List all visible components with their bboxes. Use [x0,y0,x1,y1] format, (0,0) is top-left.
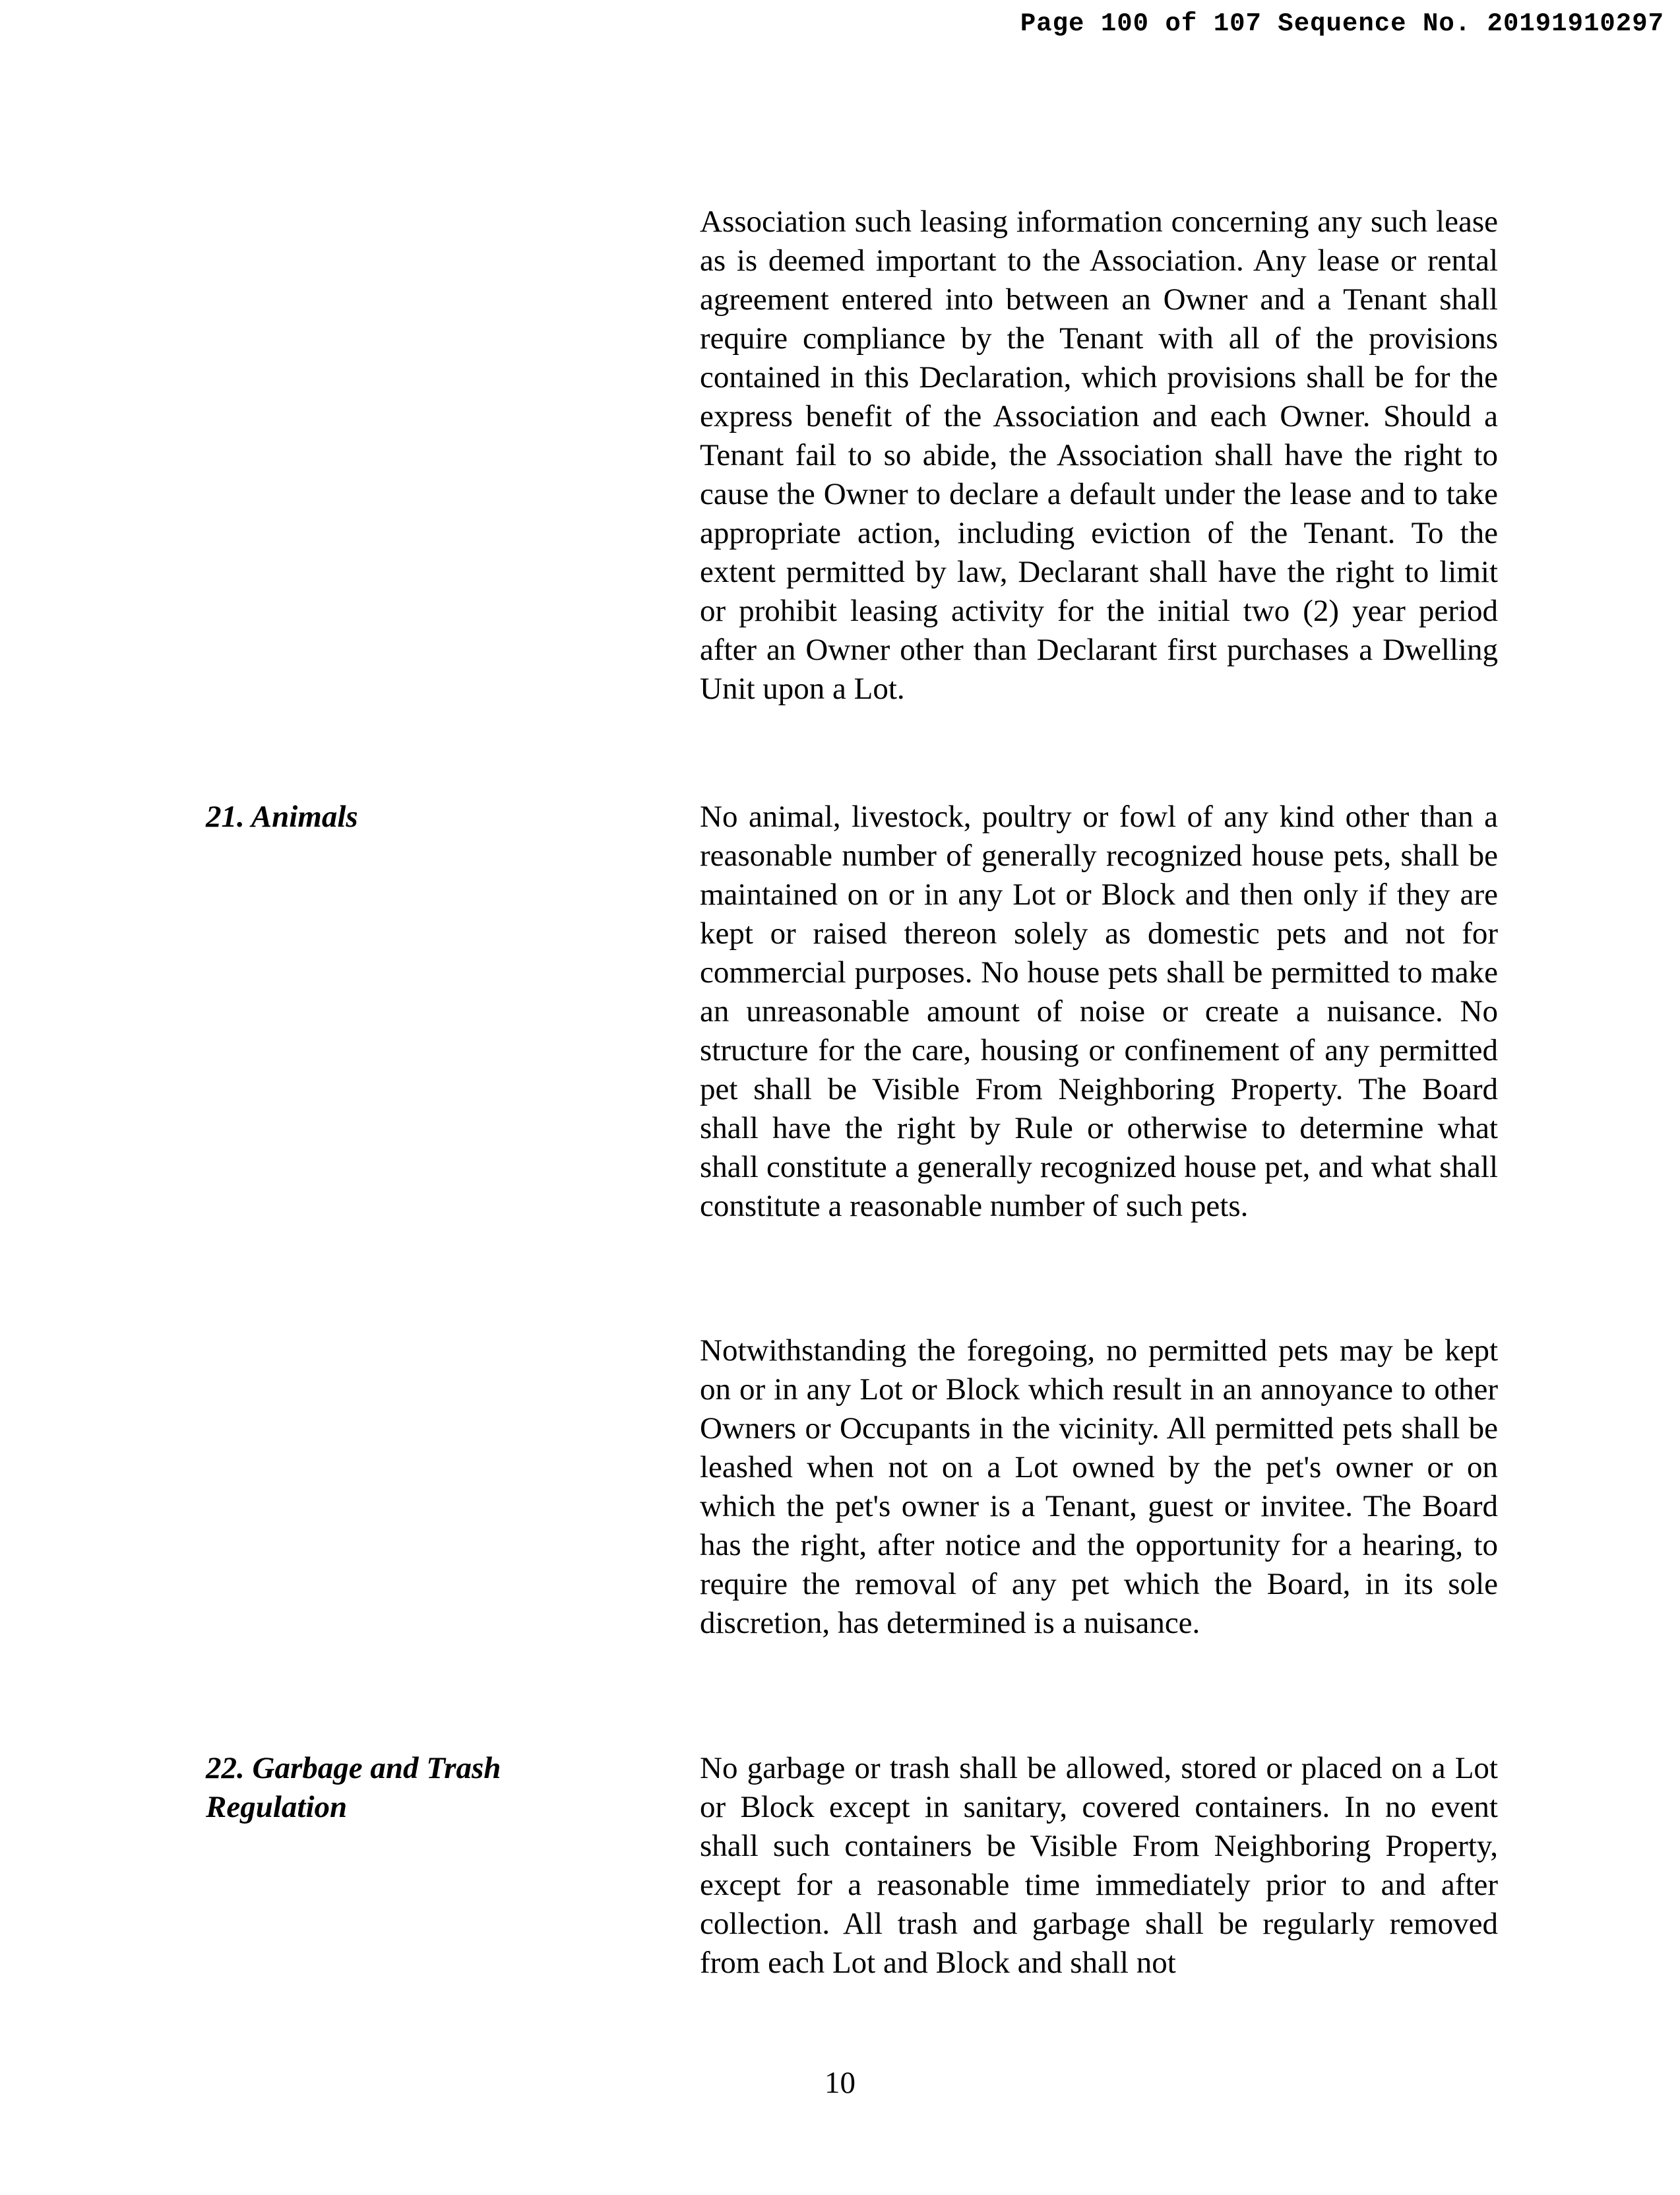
section-heading-garbage [206,1749,602,1827]
garbage-paragraph: No garbage or trash shall be allowed, stored or placed on a Lot or Block except in sanitary, covered containers. In no event shall such containers be Visible From Neighboring Property, except for a reasonable time immediately prior to and after collection. All trash and garbage shall be regularly removed from each Lot and Block and shall not [700,1751,1498,1980]
section-heading-garbage-line1: 22. Garbage and Trash [206,1751,501,1785]
animals-paragraph-1: No animal, livestock, poultry or fowl of any kind other than a reasonable number of generally recognized house pets, shall be maintained on or in any Lot or Block and then only if they are kept or raised thereon solely as domestic pets and not for commercial purposes. No house pets shall be permitted to make an unreasonable amount of noise or create a nuisance. No structure for the care, housing or confinement of any permitted pet shall be Visible From Neighboring Property. The Board shall have the right by Rule or otherwise to determine what shall constitute a generally recognized house pet, and what shall constitute a reasonable number of such pets. [700,800,1498,1223]
section-heading-animals: 21. Animals [206,800,358,834]
section-heading-garbage-line2: Regulation [206,1790,348,1824]
leasing-paragraph: Association such leasing information concerning any such lease as is deemed important to the Association. Any lease or rental agreement entered into between an Owner and a Tenant shall require compliance by the Tenant with all of the provisions contained in this Declaration, which provisions shall be for the express benefit of the Association and each Owner. Should a Tenant fail to so abide, the Association shall have the right to cause the Owner to declare a default under the lease and to take appropriate action, including eviction of the Tenant. To the extent permitted by law, Declarant shall have the right to limit or prohibit leasing activity for the initial two (2) year period after an Owner other than Declarant first purchases a Dwelling Unit upon a Lot. [700,205,1498,706]
page-number: 10 [824,2066,856,2100]
page-sequence-stamp: Page 100 of 107 Sequence No. 20191910297 [1020,9,1664,38]
animals-paragraph-2: Notwithstanding the foregoing, no permitted pets may be kept on or in any Lot or Block which result in an annoyance to other Owners or Occupants in the vicinity. All permitted pets shall be leashed when not on a Lot owned by the pet's owner or on which the pet's owner is a Tenant, guest or invitee. The Board has the right, after notice and the opportunity for a hearing, to require the removal of any pet which the Board, in its sole discretion, has determined is a nuisance. [700,1333,1498,1640]
